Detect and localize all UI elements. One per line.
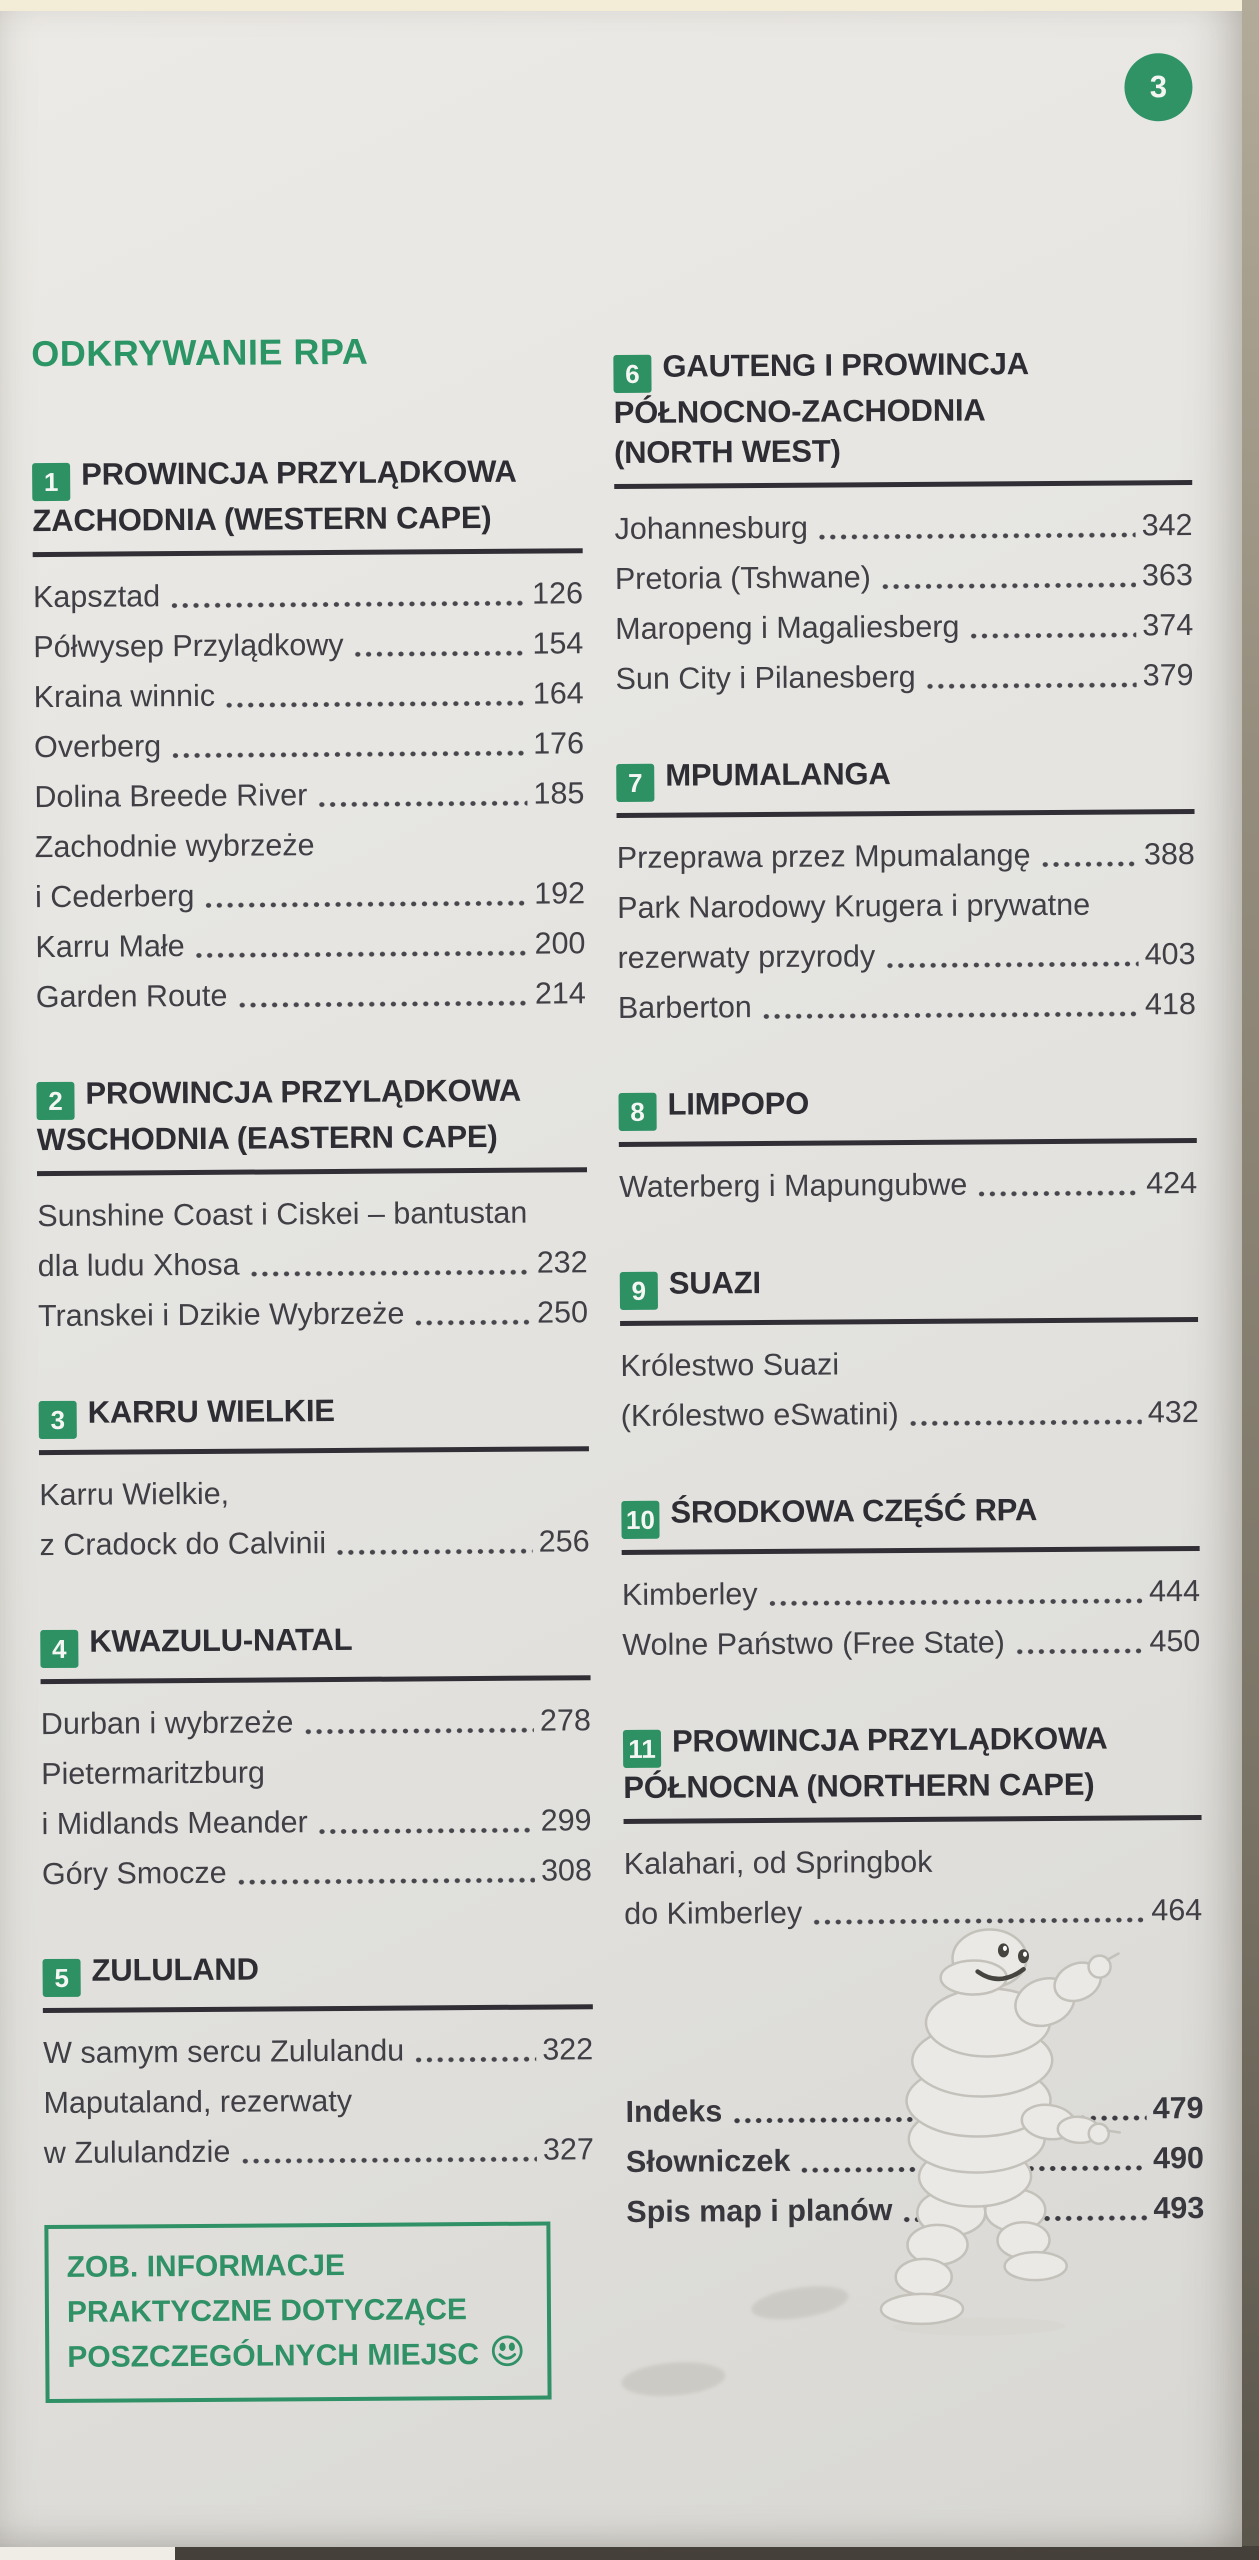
section-header [36,1070,587,1160]
toc-entry-label: Johannesburg [614,510,808,547]
toc-entry-label: Wolne Państwo (Free State) [622,1625,1005,1663]
section-header [620,1260,1198,1310]
toc-entry [42,1845,592,1899]
toc-entry-label: Waterberg i Mapungubwe [619,1167,968,1205]
section-title: ZULULAND [91,1951,259,1988]
section-title: PROWINCJA PRZYLĄDKOWA PÓŁNOCNA (NORTHERN CAPE) [623,1720,1108,1806]
section-number-badge: 7 [616,764,654,802]
section-header [40,1618,590,1668]
toc-entry [37,1187,587,1241]
toc-entry-page: 363 [1141,557,1193,593]
toc-section-6 [613,343,1193,704]
toc-entry-label: z Cradock do Calvinii [39,1526,327,1563]
toc-section-2 [36,1070,588,1341]
dotted-leader [817,532,1136,540]
toc-entry-page: 256 [538,1524,590,1559]
toc-entry-label: Transkei i Dzikie Wybrzeże [37,1296,405,1334]
section-title: PROWINCJA PRZYLĄDKOWA ZACHODNIA (WESTERN CAPE) [32,453,517,539]
dotted-leader [413,2056,536,2062]
section-number-badge: 3 [39,1401,77,1439]
section-title: KWAZULU-NATAL [89,1621,353,1659]
toc-entry [39,1516,589,1570]
dotted-leader [169,600,526,608]
toc-entry-label: Przeprawa przez Mpumalangę [616,838,1031,876]
toc-entry-label: Spis map i planów [626,2193,893,2229]
toc-entry-page: 464 [1151,1892,1203,1928]
page-title: ODKRYWANIE RPA [31,330,369,375]
toc-entry-label: Garden Route [35,978,228,1015]
dotted-leader [353,650,527,657]
toc-entry-page: 322 [542,2032,594,2067]
section-title: LIMPOPO [667,1085,810,1122]
toc-entry [41,1695,591,1749]
toc-entry-page: 278 [539,1703,591,1738]
toc-entry [34,718,584,772]
dotted-leader [968,632,1136,639]
toc-entry-page: 185 [533,776,585,811]
toc-entry [615,550,1193,604]
toc-entry [37,1237,587,1291]
section-title: SUAZI [668,1265,761,1301]
dotted-leader [976,1190,1140,1197]
toc-entry [617,829,1195,883]
toc-section-10 [621,1489,1200,1670]
toc-section-8 [618,1081,1197,1212]
dotted-leader [249,1269,531,1276]
toc-entry-page: 432 [1147,1394,1199,1430]
toc-entry-page: 176 [533,726,585,761]
dotted-leader [335,1548,533,1555]
toc-section-1 [32,451,586,1022]
toc-entry-page: 126 [531,576,584,611]
toc-entry-label: Karru Małe [35,929,185,965]
toc-entry-label: Karru Wielkie, [39,1476,230,1513]
dotted-leader [236,1877,535,1885]
toc-entry-label: Overberg [33,729,162,765]
toc-entries [43,2024,594,2178]
toc-entry-page: 250 [536,1295,589,1330]
toc-entry-label: Maputaland, rezerwaty [43,2083,353,2121]
section-number-badge: 1 [32,463,70,501]
toc-entry [34,668,584,722]
toc-entry [35,868,585,922]
toc-entry [41,1795,591,1849]
toc-entries [622,1566,1201,1670]
toc-entry-label: Sunshine Coast i Ciskei – bantustan [37,1195,528,1234]
dotted-leader [224,700,527,708]
toc-entry-page: 493 [1153,2190,1205,2226]
toc-left-column [32,451,594,2230]
page-content [0,7,1253,2552]
practical-info-box [44,2222,551,2404]
toc-entry-page: 403 [1144,936,1196,972]
toc-entry-label: W samym sercu Zululandu [43,2033,405,2071]
toc-section-5 [42,1947,594,2178]
toc-entry [619,1158,1197,1212]
toc-entry-label: Góry Smocze [41,1855,227,1892]
toc-section-7 [616,752,1196,1033]
toc-section-9 [620,1260,1199,1441]
toc-entry-label: Barberton [617,990,752,1026]
dotted-leader [1040,861,1138,867]
section-number-badge: 2 [36,1082,74,1120]
toc-entries [619,1158,1197,1212]
toc-entry-page: 374 [1142,607,1194,643]
toc-entry-page: 164 [532,676,584,711]
toc-entry-label: i Cederberg [34,878,195,915]
toc-entry [614,500,1192,554]
section-rule [614,480,1192,489]
toc-entry [39,1466,589,1520]
section-title: KARRU WIELKIE [87,1393,335,1430]
section-rule [41,1675,591,1684]
dotted-leader [317,1827,535,1834]
info-box-line-text: POSZCZEGÓLNYCH MIEJSC [67,2338,480,2374]
section-header [613,343,1192,473]
toc-entry-page: 379 [1142,657,1194,693]
toc-entry-label: rezerwaty przyrody [617,939,876,976]
toc-entry-page: 308 [540,1853,593,1888]
toc-entry-label: Indeks [625,2094,723,2129]
michelin-smiley-icon [489,2333,525,2382]
page-number-badge: 3 [1124,53,1192,121]
section-number-badge: 9 [620,1272,658,1310]
toc-entries [37,1187,588,1341]
toc-entry [34,768,584,822]
toc-entry-page: 450 [1149,1623,1201,1659]
dotted-leader [236,1000,529,1008]
toc-entry-label: Kalahari, od Springbok [623,1844,933,1882]
section-title: MPUMALANGA [665,756,891,793]
mascot-footprint [749,2281,850,2325]
dotted-leader [880,582,1136,589]
toc-entry-label: i Midlands Meander [41,1805,308,1842]
dotted-leader [761,1011,1139,1019]
toc-entry [624,1835,1202,1889]
toc-entry-page: 342 [1141,507,1193,543]
section-number-badge: 11 [623,1730,661,1768]
dotted-leader [908,1419,1142,1426]
section-header [42,1947,592,1997]
toc-entry-label: Sun City i Pilanesberg [615,659,916,697]
toc-entry-page: 232 [536,1245,588,1280]
section-number-badge: 8 [618,1093,656,1131]
toc-entry [622,1616,1200,1670]
dotted-leader [1014,1648,1144,1654]
info-box-line [67,2332,529,2385]
section-rule [33,548,583,557]
dotted-leader [316,800,527,807]
section-header [616,752,1194,802]
toc-entry-page: 200 [534,926,586,961]
toc-entry-page: 424 [1146,1165,1198,1201]
toc-entry-label: Pietermaritzburg [41,1755,266,1792]
section-rule [39,1446,589,1455]
toc-entry [620,1337,1198,1391]
toc-entries [41,1695,592,1899]
toc-entry-page: 444 [1148,1573,1201,1609]
section-number-badge: 10 [621,1501,659,1539]
section-header [621,1489,1199,1539]
toc-entry-page: 388 [1143,836,1195,872]
section-rule [37,1167,587,1176]
section-header [623,1718,1202,1808]
dotted-leader [170,750,527,758]
toc-entry-label: dla ludu Xhosa [37,1247,240,1284]
toc-entry-label: (Królestwo eSwatini) [620,1397,899,1434]
mascot-footprint [620,2359,726,2400]
toc-entry [615,600,1193,654]
dotted-leader [884,961,1139,968]
section-header [39,1389,589,1439]
section-rule [43,2004,593,2013]
dotted-leader [204,900,529,908]
toc-section-4 [40,1618,592,1899]
section-header [618,1081,1196,1131]
section-rule [622,1546,1200,1555]
toc-entries [614,500,1193,704]
toc-entry-label: Kapsztad [32,579,161,615]
toc-entry-page: 479 [1152,2090,1204,2126]
toc-entry [35,918,585,972]
dotted-leader [925,682,1137,689]
toc-entry-label: Park Narodowy Krugera i prywatne [617,887,1091,926]
toc-entry [617,879,1195,933]
toc-section-11 [623,1718,1203,1939]
toc-entry-label: Półwysep Przylądkowy [33,627,344,665]
toc-entry [617,929,1195,983]
toc-entry-label: Dolina Breede River [34,778,308,815]
toc-entry-page: 418 [1144,986,1196,1022]
toc-entry-label: do Kimberley [624,1895,803,1931]
toc-entry-label: Kraina winnic [33,678,216,715]
section-rule [617,809,1195,818]
toc-entry-page: 154 [532,626,584,661]
michelin-man-mascot [861,1910,1126,2344]
toc-entry [41,1745,591,1799]
section-number-badge: 4 [40,1630,78,1668]
toc-entry [622,1566,1200,1620]
section-number-badge: 5 [43,1959,81,1997]
toc-entry-page: 214 [534,976,586,1011]
toc-entry [621,1387,1199,1441]
toc-entry-label: Maropeng i Magaliesberg [615,609,960,647]
section-title: GAUTENG I PROWINCJA PÓŁNOCNO-ZACHODNIA (NORTH WEST) [613,346,1030,471]
toc-entry [36,968,586,1022]
dotted-leader [194,950,529,958]
toc-entry-label: Pretoria (Tshwane) [614,560,871,597]
dotted-leader [302,1727,534,1734]
toc-entry [35,818,585,872]
toc-section-3 [39,1389,590,1570]
toc-entry-label: Kimberley [621,1577,758,1613]
section-rule [624,1815,1202,1824]
toc-entry [43,2024,593,2078]
toc-entry [43,2074,593,2128]
toc-entry-label: w Zululandzie [43,2134,231,2171]
toc-entry [33,568,583,622]
toc-entries [620,1337,1199,1441]
toc-entry-label: Durban i wybrzeże [40,1705,294,1742]
toc-entry [38,1287,588,1341]
toc-entry [615,650,1193,704]
dotted-leader [413,1319,531,1325]
info-box-line: ZOB. INFORMACJE [66,2248,346,2284]
toc-entry [618,979,1196,1033]
toc-entry-label: Zachodnie wybrzeże [34,828,315,865]
toc-entry [44,2124,594,2178]
dotted-leader [767,1598,1144,1606]
toc-entries [33,568,586,1022]
info-box-line: PRAKTYCZNE DOTYCZĄCE [66,2293,468,2329]
toc-entry-label: Słowniczek [625,2143,791,2179]
section-number-badge: 6 [613,355,651,393]
toc-entry-label: Królestwo Suazi [620,1347,840,1384]
toc-entries [617,829,1196,1033]
dotted-leader [239,2156,537,2164]
section-rule [619,1138,1197,1147]
section-header [32,451,583,541]
book-page [0,11,1242,2547]
section-title: ŚRODKOWA CZĘŚĆ RPA [670,1492,1038,1530]
toc-entry-page: 490 [1152,2140,1205,2176]
toc-entry [33,618,583,672]
toc-entry-page: 299 [540,1803,592,1838]
section-rule [620,1317,1198,1326]
toc-entry-page: 192 [534,876,586,911]
toc-entries [39,1466,590,1570]
section-title: PROWINCJA PRZYLĄDKOWA WSCHODNIA (EASTERN CAPE) [36,1072,522,1158]
toc-entry-page: 327 [542,2132,594,2167]
